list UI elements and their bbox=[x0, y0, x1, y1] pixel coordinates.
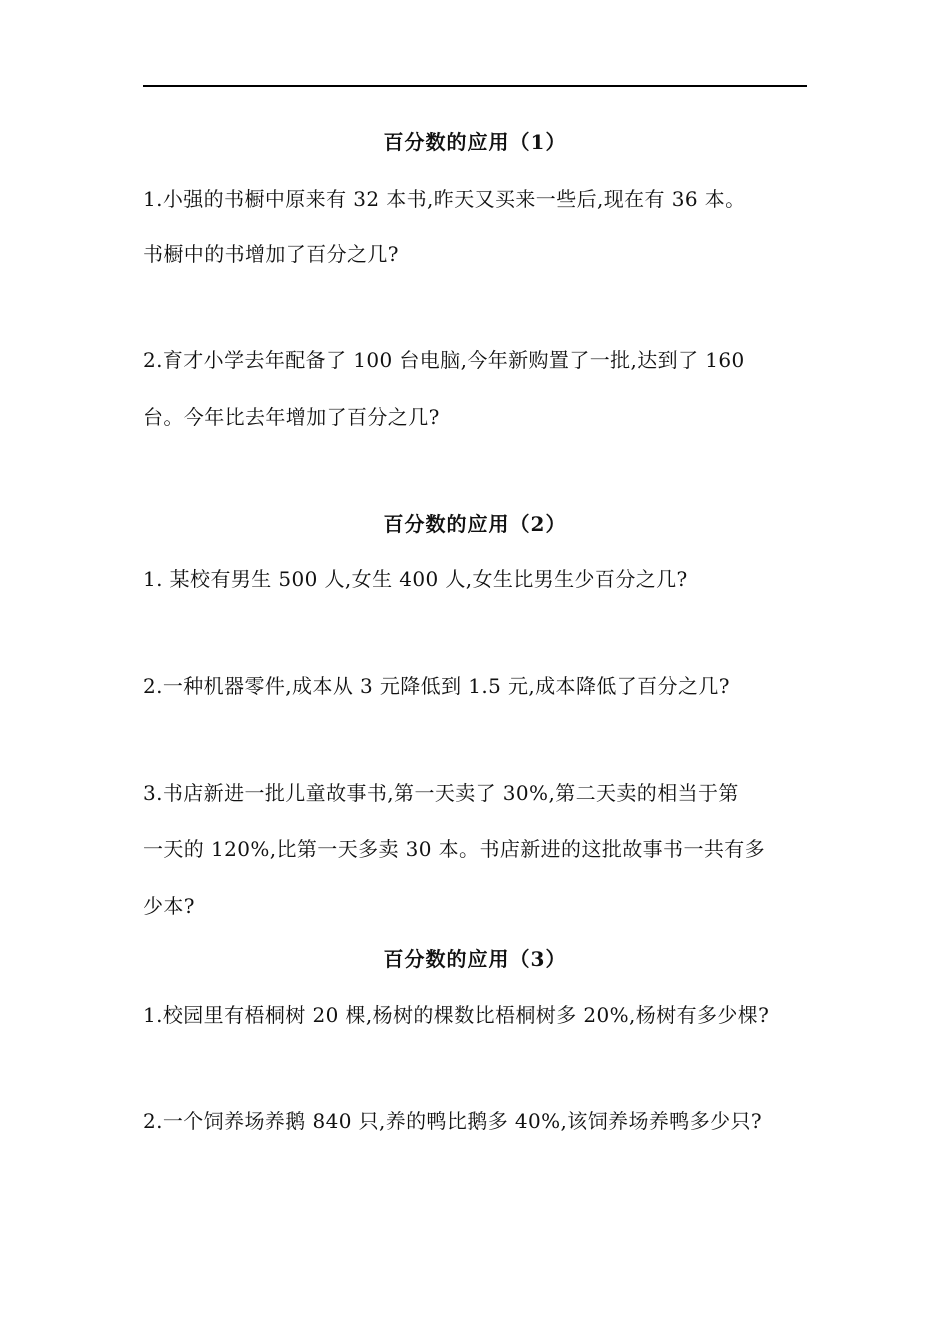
section-3-title: 百分数的应用（3） bbox=[383, 947, 567, 971]
section-1-question-2-line-1: 2.育才小学去年配备了 100 台电脑,今年新购置了一批,达到了 160 bbox=[143, 348, 745, 372]
section-2-question-2: 2.一种机器零件,成本从 3 元降低到 1.5 元,成本降低了百分之几? bbox=[143, 674, 730, 698]
section-2-title: 百分数的应用（2） bbox=[383, 512, 567, 536]
section-2-question-1: 1. 某校有男生 500 人,女生 400 人,女生比男生少百分之几? bbox=[143, 567, 688, 591]
header-rule bbox=[143, 85, 807, 87]
section-3-question-2: 2.一个饲养场养鹅 840 只,养的鸭比鹅多 40%,该饲养场养鸭多少只? bbox=[143, 1109, 763, 1133]
section-2-question-3-line-1: 3.书店新进一批儿童故事书,第一天卖了 30%,第二天卖的相当于第 bbox=[143, 781, 739, 805]
section-1-question-1-line-1: 1.小强的书橱中原来有 32 本书,昨天又买来一些后,现在有 36 本。 bbox=[143, 187, 746, 211]
section-1-title: 百分数的应用（1） bbox=[383, 130, 567, 154]
section-2-question-3-line-2: 一天的 120%,比第一天多卖 30 本。书店新进的这批故事书一共有多 bbox=[143, 837, 766, 861]
section-1-question-1-line-2: 书橱中的书增加了百分之几? bbox=[143, 242, 399, 266]
section-1-question-2-line-2: 台。今年比去年增加了百分之几? bbox=[143, 405, 440, 429]
section-3-question-1: 1.校园里有梧桐树 20 棵,杨树的棵数比梧桐树多 20%,杨树有多少棵? bbox=[143, 1003, 770, 1027]
section-2-question-3-line-3: 少本? bbox=[143, 894, 195, 918]
